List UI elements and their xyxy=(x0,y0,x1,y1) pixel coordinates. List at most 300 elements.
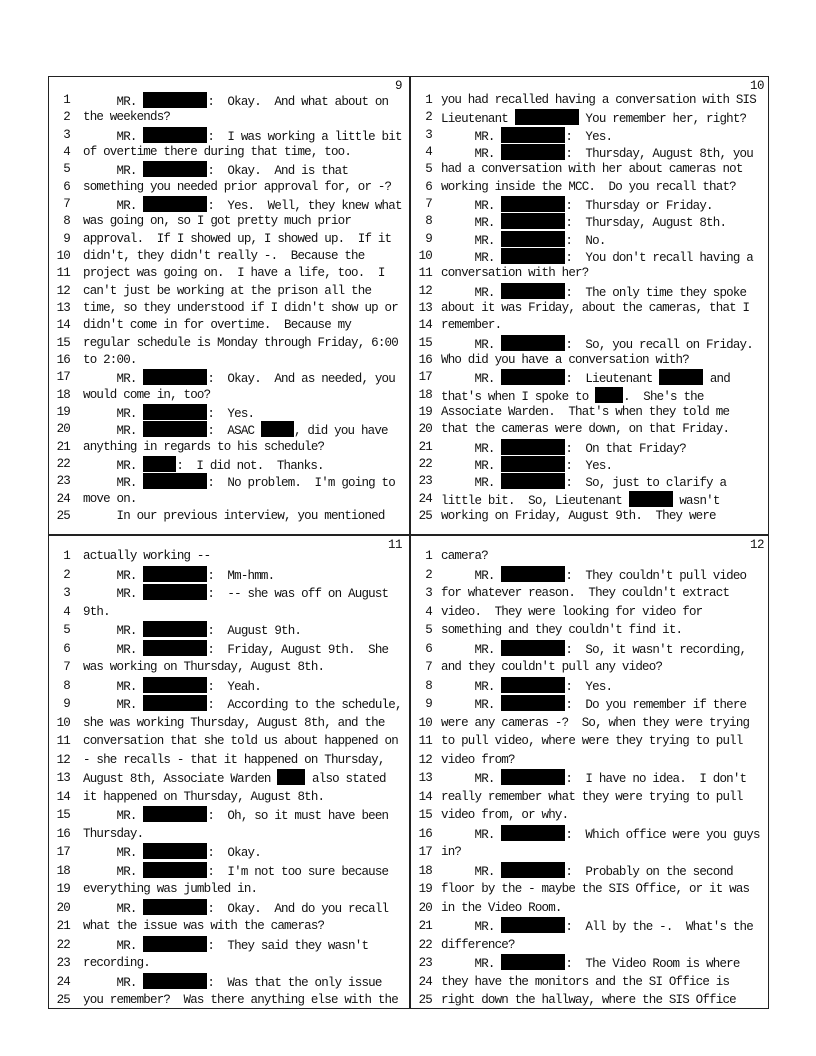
line-number: 14 xyxy=(56,789,70,804)
redaction-box xyxy=(501,769,565,785)
line-number: 13 xyxy=(56,771,70,785)
text-segment: MR. xyxy=(83,624,144,638)
line-text xyxy=(441,899,562,918)
transcript-line xyxy=(410,491,770,508)
text-segment: MR. xyxy=(83,642,144,657)
text-segment: MR. xyxy=(83,458,144,473)
transcript-line xyxy=(410,769,770,788)
text-segment: : Probably on the second xyxy=(565,864,733,879)
transcript-line xyxy=(48,456,408,473)
line-number: 5 xyxy=(63,162,70,177)
line-text xyxy=(83,300,398,317)
text-segment: : Mm-hmm. xyxy=(207,568,275,583)
line-number: 25 xyxy=(56,993,70,1007)
line-text xyxy=(83,283,371,300)
line-number: 2 xyxy=(425,110,432,125)
line-text xyxy=(83,621,301,641)
line-number: 6 xyxy=(425,179,432,194)
text-segment: : Friday, August 9th. She xyxy=(207,642,389,657)
transcript-line xyxy=(410,640,770,659)
text-segment: MR. xyxy=(441,679,502,694)
line-number: 19 xyxy=(418,882,432,896)
text-segment: working on Friday, August 9th. They were xyxy=(441,508,716,523)
text-segment: MR. xyxy=(441,458,502,473)
line-number: 16 xyxy=(56,826,70,841)
text-segment: : Do you remember if there xyxy=(565,698,747,712)
line-number: 25 xyxy=(418,993,432,1007)
line-number: 4 xyxy=(425,604,432,619)
line-number: 5 xyxy=(425,623,432,637)
text-segment: you had recalled having a conversation with SIS xyxy=(441,93,756,107)
transcript-line xyxy=(410,677,770,696)
line-number: 10 xyxy=(56,248,70,263)
line-text xyxy=(83,880,257,899)
transcript-line xyxy=(48,973,408,992)
line-number: 7 xyxy=(63,196,70,211)
redaction-box xyxy=(501,917,565,933)
line-number: 13 xyxy=(418,771,432,785)
text-segment: MR. xyxy=(441,864,502,879)
text-segment: Associate Warden. That's when they told me xyxy=(441,404,730,419)
redaction-box xyxy=(501,439,565,455)
redaction-box xyxy=(143,621,207,637)
text-segment: : Okay. And as needed, you xyxy=(207,372,395,387)
redaction-box xyxy=(143,862,207,878)
text-segment: MR. xyxy=(83,698,144,712)
transcript-line xyxy=(410,369,770,386)
line-number: 12 xyxy=(418,283,432,298)
line-text xyxy=(83,387,210,404)
transcript-line xyxy=(410,404,770,421)
text-segment: : The Video Room is where xyxy=(565,957,740,971)
transcript-line xyxy=(48,695,408,714)
transcript-line xyxy=(410,387,770,404)
line-text xyxy=(441,751,515,770)
transcript-line xyxy=(48,473,408,490)
line-text xyxy=(441,936,515,955)
text-segment: . She's the xyxy=(623,389,704,404)
text-segment: MR. xyxy=(83,164,144,179)
line-text xyxy=(441,973,729,992)
line-number: 24 xyxy=(56,491,70,506)
line-text xyxy=(83,584,388,604)
line-text xyxy=(83,640,388,660)
line-number: 10 xyxy=(56,715,70,730)
line-number: 9 xyxy=(63,231,70,246)
transcript-line xyxy=(410,714,770,733)
redaction-box xyxy=(515,109,579,125)
text-segment: MR. xyxy=(441,476,502,491)
text-segment: MR. xyxy=(83,406,144,421)
text-segment: can't just be working at the prison all the xyxy=(83,283,372,298)
transcript-lines xyxy=(410,92,770,525)
transcript-line xyxy=(48,352,408,369)
line-number: 11 xyxy=(418,266,432,281)
line-text xyxy=(83,439,324,456)
line-text xyxy=(441,880,749,899)
text-segment: : I'm not too sure because xyxy=(207,864,389,879)
text-segment: : I did not. Thanks. xyxy=(176,458,324,473)
text-segment: had a conversation with her about cameras not xyxy=(441,162,743,177)
text-segment: Lieutenant xyxy=(441,112,515,127)
line-number: 3 xyxy=(63,586,70,600)
redaction-box xyxy=(261,421,294,437)
redaction-box xyxy=(501,231,565,247)
transcript-line xyxy=(410,265,770,282)
transcript-line xyxy=(48,714,408,733)
text-segment: was going on, so I got pretty much prior xyxy=(83,214,352,229)
transcript-line xyxy=(410,352,770,369)
text-segment: MR. xyxy=(441,441,502,456)
line-text xyxy=(441,179,736,196)
transcript-line xyxy=(410,991,770,1010)
text-segment: August 8th, Associate Warden xyxy=(83,772,278,786)
transcript-line xyxy=(410,695,770,714)
line-number: 18 xyxy=(418,863,432,878)
line-number: 3 xyxy=(63,127,70,142)
text-segment: : They said they wasn't xyxy=(207,938,369,953)
row-divider xyxy=(48,534,769,536)
line-number: 17 xyxy=(418,370,432,385)
transcript-line xyxy=(410,231,770,248)
line-number: 8 xyxy=(425,214,432,229)
line-number: 3 xyxy=(425,127,432,142)
transcript-line xyxy=(48,640,408,659)
redaction-box xyxy=(143,695,207,711)
text-segment: to pull video, where were they trying to pull xyxy=(441,734,743,748)
line-number: 4 xyxy=(425,144,432,159)
text-segment: MR. xyxy=(83,679,144,694)
redaction-box xyxy=(501,566,565,582)
line-text xyxy=(83,335,398,352)
transcript-line xyxy=(410,584,770,603)
redaction-box xyxy=(595,387,623,403)
redaction-box xyxy=(143,404,207,420)
transcript-line xyxy=(410,439,770,456)
line-text xyxy=(441,547,488,566)
line-number: 16 xyxy=(418,826,432,841)
text-segment: it happened on Thursday, August 8th. xyxy=(83,789,325,804)
line-number: 1 xyxy=(425,93,432,107)
line-text xyxy=(441,584,729,603)
transcript-line xyxy=(410,862,770,881)
line-text xyxy=(83,248,364,265)
text-segment: didn't come in for overtime. Because my xyxy=(83,318,352,333)
text-segment: difference? xyxy=(441,937,515,952)
transcript-line xyxy=(48,769,408,788)
transcript-line xyxy=(48,547,408,566)
text-segment: : Yes. xyxy=(565,129,613,144)
line-text xyxy=(83,806,388,826)
text-segment: MR. xyxy=(83,568,144,583)
transcript-line xyxy=(48,843,408,862)
redaction-box xyxy=(501,213,565,229)
text-segment: and they couldn't pull any video? xyxy=(441,660,663,674)
transcript-line xyxy=(48,144,408,161)
text-segment: : Thursday, August 8th. xyxy=(565,216,727,231)
transcript-lines xyxy=(410,547,770,1010)
line-number: 21 xyxy=(56,439,70,454)
text-segment: MR. xyxy=(83,372,144,387)
redaction-box xyxy=(143,936,207,952)
line-number: 8 xyxy=(63,678,70,693)
line-number: 9 xyxy=(425,231,432,246)
text-segment: : All by the -. What's the xyxy=(565,920,753,934)
line-number: 20 xyxy=(418,422,432,437)
text-segment: : ASAC xyxy=(207,424,261,439)
text-segment: approval. If I showed up, I showed up. If it xyxy=(83,231,392,246)
text-segment: : August 9th. xyxy=(207,624,302,638)
text-segment: something you needed prior approval for, or -? xyxy=(83,179,392,194)
text-segment: : I have no idea. I don't xyxy=(565,772,747,786)
text-segment: MR. xyxy=(83,975,144,990)
line-text xyxy=(441,917,753,937)
text-segment: recording. xyxy=(83,956,151,970)
line-text xyxy=(441,825,760,845)
text-segment: : Oh, so it must have been xyxy=(207,809,389,823)
line-text xyxy=(441,677,612,697)
transcript-line xyxy=(410,936,770,955)
text-segment: the weekends? xyxy=(83,110,171,125)
text-segment: MR. xyxy=(441,129,502,144)
redaction-box xyxy=(501,283,565,299)
transcript-line xyxy=(410,658,770,677)
line-number: 8 xyxy=(425,678,432,693)
line-number: 4 xyxy=(63,604,70,619)
text-segment: of overtime there during that time, too. xyxy=(83,144,352,159)
redaction-box xyxy=(143,127,207,143)
line-number: 2 xyxy=(63,110,70,125)
text-segment: MR. xyxy=(441,198,502,213)
line-text xyxy=(83,991,398,1010)
transcript-line xyxy=(48,265,408,282)
text-segment: : You don't recall having a xyxy=(565,250,753,265)
text-segment: : So, you recall on Friday. xyxy=(565,337,753,352)
text-segment: MR. xyxy=(441,372,502,387)
line-number: 1 xyxy=(425,549,432,563)
redaction-box xyxy=(143,973,207,989)
line-text xyxy=(441,714,749,733)
transcript-line xyxy=(48,621,408,640)
transcript-line xyxy=(48,161,408,178)
text-segment: : -- she was off on August xyxy=(207,587,389,601)
transcript-line xyxy=(410,421,770,438)
line-number: 25 xyxy=(418,508,432,523)
transcript-line xyxy=(48,508,408,525)
line-text xyxy=(441,788,743,807)
transcript-line xyxy=(410,788,770,807)
transcript-line xyxy=(410,547,770,566)
text-segment: she was working Thursday, August 8th, and the xyxy=(83,715,385,730)
line-text xyxy=(83,231,391,248)
text-segment: actually working -- xyxy=(83,549,211,563)
line-number: 15 xyxy=(56,335,70,350)
transcript-line xyxy=(410,751,770,770)
text-segment: : Thursday, August 8th, you xyxy=(565,146,753,161)
line-number: 16 xyxy=(56,352,70,367)
redaction-box xyxy=(501,695,565,711)
line-number: 11 xyxy=(56,734,70,748)
text-segment: and xyxy=(703,372,730,387)
line-number: 17 xyxy=(418,845,432,859)
text-segment: Who did you have a conversation with? xyxy=(441,352,689,367)
line-number: 9 xyxy=(425,697,432,711)
line-text xyxy=(441,769,746,789)
text-segment: video. They were looking for video for xyxy=(441,604,703,619)
line-number: 7 xyxy=(425,660,432,674)
redaction-box xyxy=(501,456,565,472)
line-text xyxy=(83,179,391,196)
text-segment: MR. xyxy=(441,827,502,842)
text-segment: You remember her, right? xyxy=(578,112,747,127)
transcript-line xyxy=(410,127,770,144)
text-segment: MR. xyxy=(441,642,502,657)
transcript-line xyxy=(410,603,770,622)
text-segment: for whatever reason. They couldn't extract xyxy=(441,586,730,600)
line-text xyxy=(83,788,324,807)
line-number: 23 xyxy=(56,474,70,489)
text-segment: : Yes. xyxy=(565,679,613,694)
transcript-line xyxy=(48,92,408,109)
transcript-lines xyxy=(48,92,408,525)
text-segment: MR. xyxy=(83,809,144,823)
line-text xyxy=(83,213,351,230)
redaction-box xyxy=(143,566,207,582)
text-segment: wasn't xyxy=(672,493,720,508)
text-segment: : Was that the only issue xyxy=(207,975,382,990)
text-segment: MR. xyxy=(83,424,144,439)
line-number: 9 xyxy=(63,697,70,711)
line-text xyxy=(441,352,689,369)
transcript-line xyxy=(48,439,408,456)
line-text xyxy=(83,769,386,789)
line-text xyxy=(83,714,385,733)
transcript-line xyxy=(48,584,408,603)
transcript-line xyxy=(48,179,408,196)
text-segment: conversation that she told us about happened on xyxy=(83,734,398,748)
line-text xyxy=(441,732,743,751)
line-number: 14 xyxy=(418,789,432,804)
line-number: 4 xyxy=(63,144,70,159)
transcript-line xyxy=(48,248,408,265)
line-number: 5 xyxy=(425,162,432,177)
redaction-box xyxy=(143,161,207,177)
transcript-line xyxy=(410,954,770,973)
redaction-box xyxy=(143,843,207,859)
transcript-line xyxy=(410,508,770,525)
text-segment: really remember what they were trying to pull xyxy=(441,789,743,804)
line-text xyxy=(83,695,402,715)
transcript-line xyxy=(410,161,770,178)
line-number: 14 xyxy=(56,318,70,333)
text-segment: : Which office were you guys xyxy=(565,827,760,842)
transcript-line xyxy=(48,127,408,144)
transcript-line xyxy=(410,843,770,862)
text-segment: MR. xyxy=(83,95,144,109)
text-segment: move on. xyxy=(83,491,137,506)
transcript-line xyxy=(410,300,770,317)
line-text xyxy=(83,936,368,956)
line-text xyxy=(441,621,682,640)
transcript-line xyxy=(410,621,770,640)
line-text xyxy=(441,92,756,109)
redaction-box xyxy=(501,144,565,160)
redaction-box xyxy=(501,862,565,878)
text-segment: : Okay. xyxy=(207,846,261,860)
transcript-line xyxy=(410,248,770,265)
text-segment: MR. xyxy=(83,198,144,213)
line-number: 24 xyxy=(418,491,432,506)
line-number: 10 xyxy=(418,248,432,263)
line-text xyxy=(441,317,501,334)
redaction-box xyxy=(143,640,207,656)
text-segment: right down the hallway, where the SIS Office xyxy=(441,993,736,1007)
page-number: 12 xyxy=(749,538,764,552)
redaction-box xyxy=(501,473,565,489)
line-text xyxy=(441,640,746,660)
transcript-line xyxy=(410,109,770,126)
transcript-line xyxy=(48,283,408,300)
line-text xyxy=(83,954,150,973)
transcript-line xyxy=(48,899,408,918)
text-segment: MR. xyxy=(441,957,502,971)
text-segment: MR. xyxy=(441,285,502,300)
text-segment: 9th. xyxy=(83,604,110,619)
text-segment: what the issue was with the cameras? xyxy=(83,919,325,933)
line-number: 12 xyxy=(418,752,432,767)
redaction-box xyxy=(143,473,207,489)
transcript-line xyxy=(410,473,770,490)
redaction-box xyxy=(501,640,565,656)
text-segment: conversation with her? xyxy=(441,266,589,281)
redaction-box xyxy=(143,421,207,437)
transcript-line xyxy=(48,806,408,825)
text-segment: : No. xyxy=(565,233,606,248)
transcript-line xyxy=(48,213,408,230)
text-segment: MR. xyxy=(83,476,144,491)
line-number: 11 xyxy=(56,266,70,281)
line-text xyxy=(83,825,143,844)
line-number: 23 xyxy=(418,956,432,970)
transcript-line xyxy=(410,213,770,230)
line-number: 20 xyxy=(56,422,70,437)
redaction-box xyxy=(143,369,207,385)
redaction-box xyxy=(501,196,565,212)
text-segment: : So, just to clarify a xyxy=(565,476,727,491)
redaction-box xyxy=(143,806,207,822)
line-number: 5 xyxy=(63,623,70,637)
line-text xyxy=(441,862,733,882)
line-number: 12 xyxy=(56,752,70,767)
line-text xyxy=(441,265,588,282)
line-number: 19 xyxy=(56,404,70,419)
text-segment: working inside the MCC. Do you recall that? xyxy=(441,179,736,194)
text-segment: time, so they understood if I didn't show up or xyxy=(83,300,398,315)
transcript-line xyxy=(48,825,408,844)
line-number: 15 xyxy=(56,808,70,822)
line-text xyxy=(83,317,351,334)
line-number: 6 xyxy=(63,641,70,656)
line-number: 17 xyxy=(56,845,70,859)
line-text xyxy=(83,603,110,622)
line-number: 2 xyxy=(63,567,70,582)
text-segment: MR. xyxy=(83,864,144,879)
redaction-box xyxy=(501,825,565,841)
text-segment: MR. xyxy=(441,568,502,583)
text-segment: : I was working a little bit xyxy=(207,129,402,144)
line-text xyxy=(441,843,461,862)
line-number: 14 xyxy=(418,318,432,333)
